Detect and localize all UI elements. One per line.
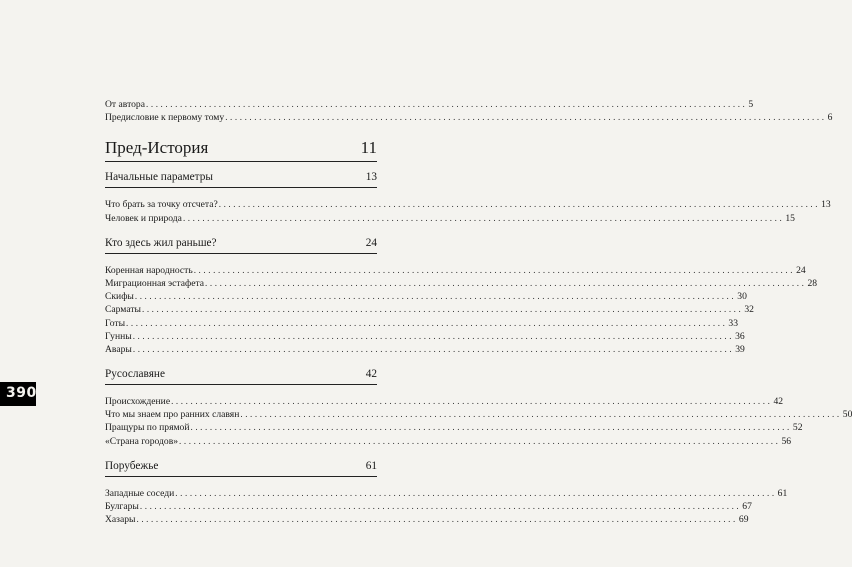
toc-entry [105, 264, 806, 277]
leader-dots: ............................................................................................................................ [193, 264, 796, 275]
section-page: 13 [365, 171, 377, 184]
toc-entry-title: Предисловие к первому тому [105, 112, 225, 124]
part-page: 11 [360, 138, 377, 158]
toc-entry-title: Западные соседи [105, 487, 175, 499]
leader-dots: ............................................................................................................................ [146, 99, 748, 109]
toc-entry-title: Пращуры по прямой [105, 422, 190, 434]
leader-dots: ............................................................................................................................ [225, 112, 827, 123]
toc-entry-page: 30 [737, 291, 747, 303]
toc-entry-page: 5 [748, 99, 754, 110]
leader-dots: ............................................................................................................................ [179, 435, 781, 446]
toc-entry [105, 198, 831, 211]
toc-entry-title: Коренная народность [105, 264, 193, 276]
page-number-tab [0, 382, 36, 406]
toc-entry-page: 28 [807, 277, 818, 289]
toc-entry-page: 50 [842, 409, 852, 421]
leader-dots: ............................................................................................................................ [171, 396, 773, 407]
toc-entry-page: 42 [773, 396, 784, 408]
toc-entry-page: 33 [728, 317, 739, 329]
toc-entry-page: 24 [796, 264, 806, 276]
section-heading [105, 459, 377, 477]
leader-dots: ............................................................................................................................ [126, 317, 728, 328]
toc-entry-page: 36 [735, 330, 745, 342]
part-title: Пред-История [105, 138, 209, 158]
section-page: 24 [365, 236, 377, 249]
toc-entry [105, 435, 792, 448]
part-heading [105, 138, 377, 162]
toc-entry-title: Происхождение [105, 396, 171, 408]
toc-entry-page: 15 [785, 212, 795, 224]
toc-entry [105, 212, 795, 225]
section-heading [105, 236, 377, 254]
toc-entry [105, 395, 784, 408]
toc-entry [105, 111, 833, 124]
toc-entry-page: 56 [781, 435, 792, 447]
leader-dots: ............................................................................................................................ [190, 422, 792, 433]
toc-entry [105, 303, 754, 316]
toc-entry-title: «Страна городов» [105, 435, 179, 447]
leader-dots: ............................................................................................................................ [240, 409, 842, 420]
toc-entry-title: Скифы [105, 291, 134, 303]
leader-dots: ............................................................................................................................ [136, 514, 738, 525]
toc-entry-page: 52 [792, 422, 803, 434]
section-title: Русославяне [105, 368, 165, 381]
toc-entry [105, 408, 852, 421]
section-heading [105, 367, 377, 385]
toc-entry-page: 39 [735, 343, 745, 355]
toc-entry-page: 69 [738, 514, 749, 526]
toc-entry-title: От автора [105, 99, 145, 110]
toc-entry-title: Сарматы [105, 304, 141, 316]
toc-entry [105, 421, 803, 434]
toc-entry [105, 317, 739, 330]
toc-entry [105, 330, 745, 343]
toc-entry-page: 6 [827, 112, 833, 124]
toc-entry-title: Человек и природа [105, 212, 182, 224]
leader-dots: ............................................................................................................................ [182, 212, 785, 223]
toc-entry [105, 500, 752, 513]
leader-dots: ............................................................................................................................ [132, 330, 735, 341]
toc-entry-title: Готы [105, 317, 126, 329]
toc-entry-title: Гунны [105, 330, 132, 342]
toc-entry-title: Миграционная эстафета [105, 277, 205, 289]
toc-entry-title: Что брать за точку отсчета? [105, 199, 218, 211]
toc-entry [105, 513, 749, 526]
section-heading [105, 170, 377, 188]
leader-dots: ............................................................................................................................ [205, 277, 807, 288]
leader-dots: ............................................................................................................................ [139, 501, 742, 511]
page-number: 390 [6, 385, 37, 401]
leader-dots: ............................................................................................................................ [218, 199, 821, 210]
leader-dots: ............................................................................................................................ [141, 304, 744, 315]
section-title: Порубежье [105, 459, 159, 472]
section-title: Кто здесь жил раньше? [105, 236, 217, 249]
toc-entry-title: Что мы знаем про ранних славян [105, 409, 240, 421]
leader-dots: ............................................................................................................................ [175, 487, 777, 498]
toc-entry-page: 61 [777, 487, 788, 499]
toc-entry [105, 290, 747, 303]
toc-entry-page: 67 [742, 501, 752, 512]
section-page: 42 [365, 368, 377, 381]
leader-dots: ............................................................................................................................ [132, 343, 735, 354]
toc-entry-page: 13 [821, 199, 831, 211]
toc-entry [105, 98, 754, 111]
leader-dots: ............................................................................................................................ [134, 291, 737, 302]
toc-entry [105, 487, 788, 500]
toc-entry [105, 277, 818, 290]
section-page: 61 [365, 459, 377, 472]
toc-entry-title: Булгары [105, 501, 139, 512]
toc-entry-title: Хазары [105, 514, 136, 526]
section-title: Начальные параметры [105, 171, 213, 184]
toc-entry-page: 32 [744, 304, 754, 316]
toc-entry [105, 343, 745, 356]
toc-entry-title: Авары [105, 343, 132, 355]
table-of-contents [105, 98, 852, 526]
